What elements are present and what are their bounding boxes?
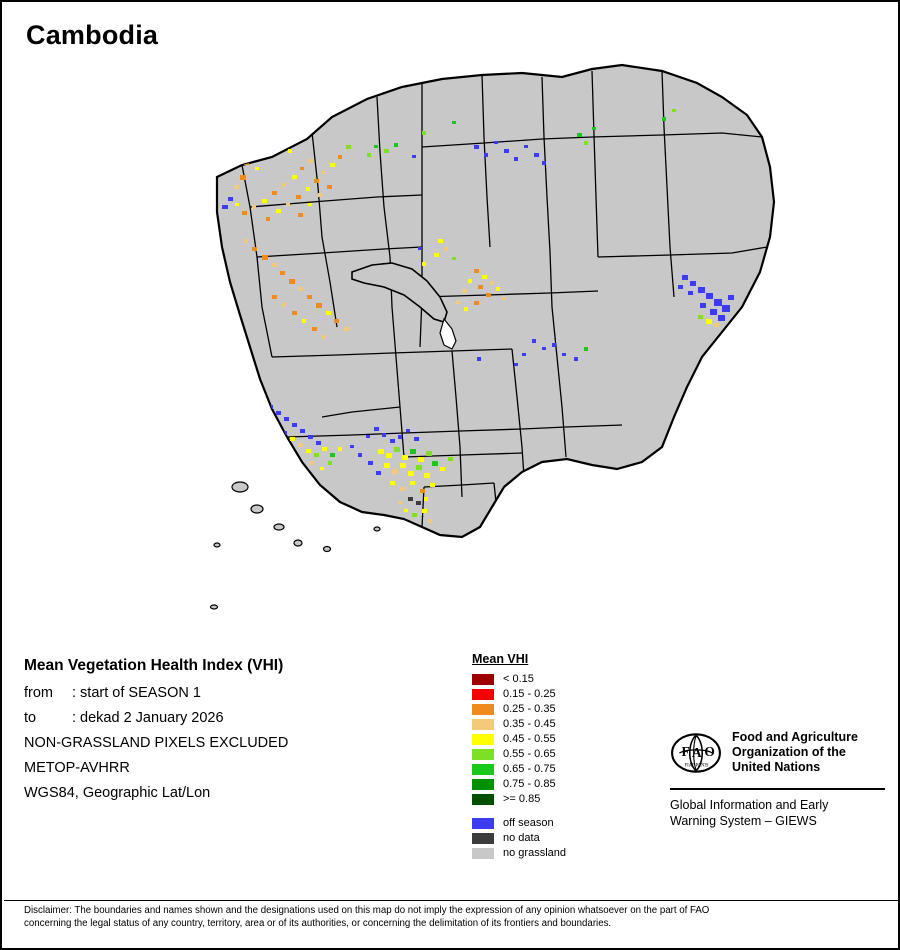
caption-sensor: METOP-AVHRR <box>24 760 130 776</box>
caption-heading: Mean Vegetation Health Index (VHI) <box>24 657 284 674</box>
caption-projection: WGS84, Geographic Lat/Lon <box>24 785 211 801</box>
caption-from-row <box>24 685 444 701</box>
svg-text:O: O <box>704 744 715 760</box>
legend-swatch <box>472 689 494 700</box>
svg-text:FIAT PANIS: FIAT PANIS <box>684 763 709 769</box>
caption-to-label: to <box>24 710 37 726</box>
legend-swatch <box>472 818 494 829</box>
legend-item <box>472 702 652 716</box>
legend-item <box>472 762 652 776</box>
legend-swatch <box>472 704 494 715</box>
legend-title: Mean VHI <box>472 652 529 666</box>
legend-swatch <box>472 674 494 685</box>
fao-branding <box>670 727 885 829</box>
fao-organization-name <box>732 727 858 775</box>
legend-label: off season <box>503 816 554 829</box>
legend-item <box>472 732 652 746</box>
legend-swatch <box>472 848 494 859</box>
legend-label: no data <box>503 831 540 844</box>
legend-label: no grassland <box>503 846 566 859</box>
caption-pixels-note: NON-GRASSLAND PIXELS EXCLUDED <box>24 735 289 751</box>
legend-item <box>472 687 652 701</box>
map-canvas <box>122 57 792 637</box>
svg-text:A: A <box>691 745 702 761</box>
legend-swatch <box>472 719 494 730</box>
caption-to-row <box>24 710 444 726</box>
legend-label: 0.45 - 0.55 <box>503 732 556 745</box>
map-caption <box>24 657 444 810</box>
legend-swatch <box>472 833 494 844</box>
fao-org-line1: Food and Agriculture <box>732 730 858 744</box>
disclaimer-divider <box>4 900 898 901</box>
giews-line2: Warning System – GIEWS <box>670 814 817 828</box>
svg-text:F: F <box>681 744 690 760</box>
legend-item <box>472 777 652 791</box>
caption-from-label: from <box>24 685 53 701</box>
legend-item-off-season <box>472 816 652 830</box>
legend-spacer <box>472 807 652 816</box>
caption-from-value: : start of SEASON 1 <box>72 685 201 701</box>
disclaimer-line2: concerning the legal status of any country, territory, area or of its authorities, or concerning the delimitation of its frontiers and boundaries. <box>24 917 612 929</box>
page-title: Cambodia <box>26 20 159 50</box>
legend-label: 0.15 - 0.25 <box>503 687 556 700</box>
legend-item-no-data <box>472 831 652 845</box>
legend <box>472 652 652 861</box>
legend-swatch <box>472 749 494 760</box>
legend-label: >= 0.85 <box>503 792 541 805</box>
legend-label: < 0.15 <box>503 672 534 685</box>
legend-swatch <box>472 794 494 805</box>
fao-org-line3: United Nations <box>732 760 821 774</box>
legend-label: 0.75 - 0.85 <box>503 777 556 790</box>
legend-item <box>472 747 652 761</box>
giews-line1: Global Information and Early <box>670 798 829 812</box>
legend-swatch <box>472 734 494 745</box>
legend-swatch <box>472 779 494 790</box>
fao-org-line2: Organization of the <box>732 745 846 759</box>
legend-label: 0.35 - 0.45 <box>503 717 556 730</box>
fao-header <box>670 727 885 779</box>
giews-system-name <box>670 797 885 829</box>
legend-label: 0.55 - 0.65 <box>503 747 556 760</box>
legend-item <box>472 717 652 731</box>
legend-label: 0.65 - 0.75 <box>503 762 556 775</box>
disclaimer-text <box>24 905 884 930</box>
country-landmass <box>217 65 774 537</box>
legend-swatch <box>472 764 494 775</box>
cambodia-map-svg <box>122 57 792 637</box>
legend-item <box>472 792 652 806</box>
fao-divider <box>670 788 885 790</box>
disclaimer-line1: Disclaimer: The boundaries and names shown and the designations used on this map do not imply the expression of any opinion whatsoever on the part of FAO <box>24 905 710 916</box>
fao-logo-icon <box>670 727 722 779</box>
caption-to-value: : dekad 2 January 2026 <box>72 710 224 726</box>
legend-label: 0.25 - 0.35 <box>503 702 556 715</box>
legend-item <box>472 672 652 686</box>
legend-item-no-grassland <box>472 846 652 860</box>
